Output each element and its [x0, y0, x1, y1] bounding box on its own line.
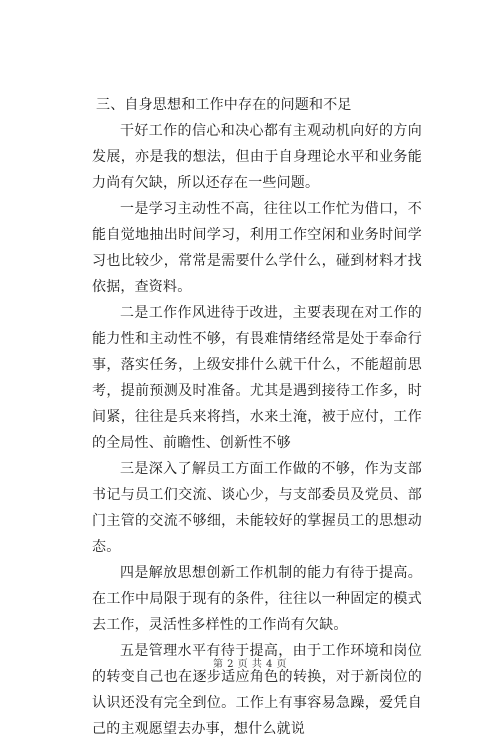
paragraph-point-5: 五是管理水平有待于提高，由于工作环境和岗位的转变自己也在逐步适应角色的转换，对于新岗位的认识还没有完全到位。工作上有事容易急躁，爱凭自己的主观愿望去办事，想什么就说: [92, 643, 422, 737]
paragraph-point-2: 二是工作作风进待于改进，主要表现在对工作的能力性和主动性不够，有畏难情绪经常是处于奉命行事，落实任务，上级安排什么就干什么，不能超前思考，提前预测及时准备。尤其是遇到接待工作多，时间紧，往往是兵来将挡，水来土淹，被于应付，工作的全局性、前瞻性、创新性不够: [92, 305, 422, 451]
section-heading: 三、自身思想和工作中存在的问题和不足: [96, 97, 352, 113]
paragraph-point-1: 一是学习主动性不高，往往以工作忙为借口，不能自觉地抽出时间学习，利用工作空闲和业务时间学习也比较少，常常是需要什么学什么，碰到材料才找依据，查资料。: [92, 201, 422, 295]
paragraph-intro: 干好工作的信心和决心都有主观动机向好的方向发展，亦是我的想法，但由于自身理论水平和业务能力尚有欠缺，所以还存在一些问题。: [92, 123, 422, 191]
paragraph-point-4: 四是解放思想创新工作机制的能力有待于提高。在工作中局限于现有的条件，往往以一种固定的模式去工作，灵活性多样性的工作尚有欠缺。: [92, 565, 422, 633]
page-number-footer: 第 2 页 共 4 页: [212, 659, 288, 670]
paragraph-point-3: 三是深入了解员工方面工作做的不够，作为支部书记与员工们交流、谈心少，与支部委员及党员、部门主管的交流不够细，未能较好的掌握员工的思想动态。: [92, 461, 422, 555]
document-body: [92, 92, 422, 742]
